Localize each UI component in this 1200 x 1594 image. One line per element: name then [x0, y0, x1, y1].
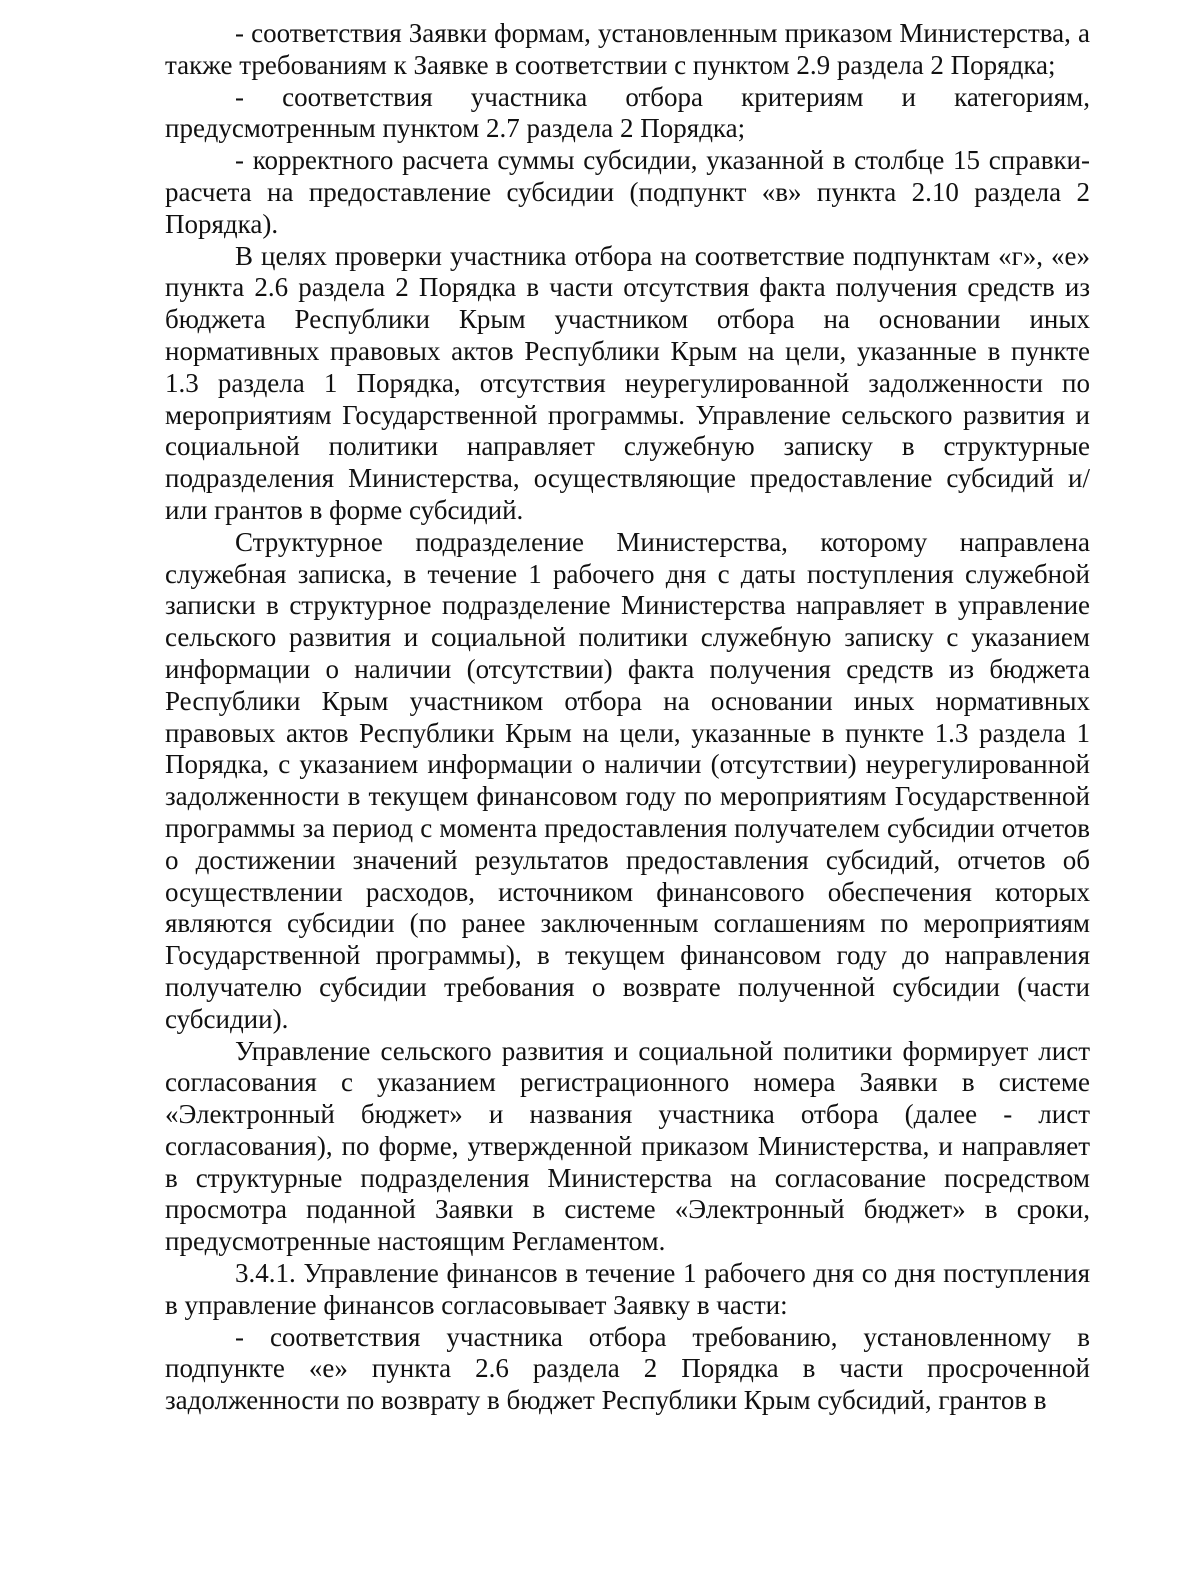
document-body: [165, 18, 1090, 1417]
paragraph-8: - соответствия участника отбора требованию, установленному в подпункте «е» пункта 2.6 раздела 2 Порядка в части просроченной задолженности по возврату в бюджет Республики Крым субсидий, грантов в: [165, 1321, 1090, 1416]
paragraph-6: Управление сельского развития и социальной политики формирует лист согласования с указанием регистрационного номера Заявки в системе «Электронный бюджет» и названия участника отбора (далее - лист согласования), по форме, утвержденной приказом Министерства, и направляет в структурные подразделения Министерства на согласование посредством просмотра поданной Заявки в системе «Электронный бюджет» в сроки, предусмотренные настоящим Регламентом.: [165, 1035, 1090, 1257]
paragraph-2: - соответствия участника отбора критериям и категориям, предусмотренным пунктом 2.7 раздела 2 Порядка;: [165, 81, 1090, 144]
paragraph-7: 3.4.1. Управление финансов в течение 1 рабочего дня со дня поступления в управление финансов согласовывает Заявку в части:: [165, 1258, 1090, 1320]
paragraph-3: - корректного расчета суммы субсидии, указанной в столбце 15 справки-расчета на предоставление субсидии (подпункт «в» пункта 2.10 раздела 2 Порядка).: [165, 145, 1090, 239]
paragraph-5: Структурное подразделение Министерства, которому направлена служебная записка, в течение 1 рабочего дня с даты поступления служебной записки в структурное подразделение Министерства направляет в управление сельского развития и социальной политики служебную записку с указанием информации о наличии (отсутствии) факта получения средств из бюджета Республики Крым участником отбора на основании иных нормативных правовых актов Республики Крым на цели, указанные в пункте 1.3 раздела 1 Порядка, с указанием информации о наличии (отсутствии) неурегулированной задолженности в текущем финансовом году по мероприятиям Государственной программы за период с момента предоставления получателем субсидии отчетов о достижении значений результатов предоставления субсидий, отчетов об осуществлении расходов, источником финансового обеспечения которых являются субсидии (по ранее заключенным соглашениям по мероприятиям Государственной программы), в текущем финансовом году до направления получателю субсидии требования о возврате полученной субсидии (части субсидии).: [165, 526, 1090, 1034]
paragraph-4: В целях проверки участника отбора на соответствие подпунктам «г», «е» пункта 2.6 раздела 2 Порядка в части отсутствия факта получения средств из бюджета Республики Крым участником отбора на основании иных нормативных правовых актов Республики Крым на цели, указанные в пункте 1.3 раздела 1 Порядка, отсутствия неурегулированной задолженности по мероприятиям Государственной программы. Управление сельского развития и социальной политики направляет служебную записку в структурные подразделения Министерства, осуществляющие предоставление субсидий и/или грантов в форме субсидий.: [165, 240, 1090, 525]
paragraph-1: - соответствия Заявки формам, установленным приказом Министерства, а также требованиям к Заявке в соответствии с пунктом 2.9 раздела 2 Порядка;: [165, 18, 1090, 80]
